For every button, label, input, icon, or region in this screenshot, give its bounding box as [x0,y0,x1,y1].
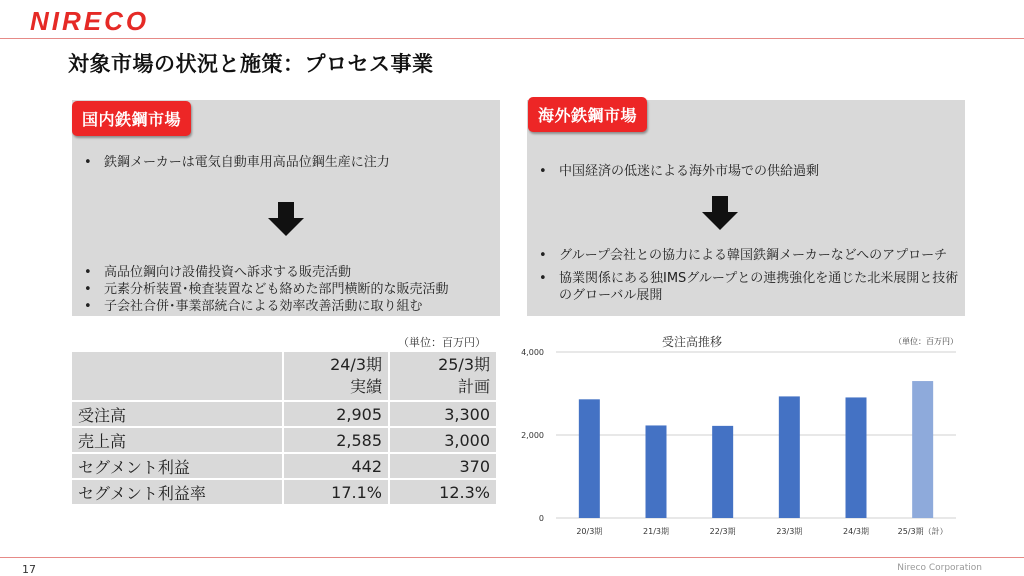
overseas-situation-list [533,163,961,180]
financial-table [72,350,496,506]
domestic-measure-item: • 元素分析装置･検査装置なども絡めた部門横断的な販売活動 [78,281,498,298]
corporation-name: Nireco Corporation [897,563,982,573]
column-header-fy25: 25/3期 計画 [390,352,496,400]
cell-value: 370 [390,454,496,478]
footer-divider [0,557,1024,558]
table-header-blank [72,352,284,400]
domestic-situation-list [78,154,494,171]
cell-value: 17.1% [284,480,390,504]
cell-value: 442 [284,454,390,478]
down-arrow-icon [702,196,738,232]
x-tick-label: 24/3期 [843,527,869,536]
y-tick-label: 2,000 [521,431,544,440]
column-header-fy24: 24/3期 実績 [284,352,390,400]
domestic-situation-item: • 鉄鋼メーカーは電気自動車用高品位鋼生産に注力 [78,154,494,171]
overseas-measure-item: • 協業関係にある独IMSグループとの連携強化を通じた北米展開と技術のグローバル展開 [533,270,959,304]
x-tick-label: 22/3期 [709,527,736,536]
overseas-measures-list [533,247,959,304]
page-title: 対象市場の状況と施策：プロセス事業 [68,52,434,76]
overseas-situation-item: • 中国経済の低迷による海外市場での供給過剰 [533,163,961,180]
chart-bar [579,399,600,518]
chart-bar [779,396,800,518]
chart-unit-note: （単位：百万円） [894,337,958,346]
x-tick-label: 20/3期 [576,527,603,536]
domestic-measure-item: • 子会社合併･事業部統合による効率改善活動に取り組む [78,298,498,315]
nireco-logo: NIRECO [30,6,150,36]
table-row [72,454,496,478]
x-tick-label: 25/3期（計） [897,527,948,536]
table-row [72,402,496,426]
x-tick-label: 21/3期 [643,527,669,536]
table-row [72,480,496,504]
table-row [72,428,496,452]
cell-value: 12.3% [390,480,496,504]
page-number: 17 [22,563,36,576]
y-tick-label: 4,000 [521,348,544,357]
chart-bar [912,381,933,518]
row-label: 売上高 [72,428,284,452]
chart-bar [846,397,867,518]
cell-value: 3,300 [390,402,496,426]
overseas-measure-item: • グループ会社との協力による韓国鉄鋼メーカーなどへのアプローチ [533,247,959,264]
down-arrow-icon [268,202,304,238]
domestic-market-tag: 国内鉄鋼市場 [72,101,191,136]
x-tick-label: 23/3期 [776,527,803,536]
chart-bar [712,426,733,518]
chart-title: 受注高推移 [662,335,723,349]
order-intake-chart [516,332,966,542]
overseas-market-tag: 海外鉄鋼市場 [528,97,647,132]
table-unit-note: （単位：百万円） [398,336,486,349]
cell-value: 3,000 [390,428,496,452]
header-divider [0,38,1024,39]
y-tick-label: 0 [538,514,544,523]
row-label: セグメント利益率 [72,480,284,504]
chart-bar [646,425,667,518]
table-header-row [72,352,496,400]
cell-value: 2,585 [284,428,390,452]
cell-value: 2,905 [284,402,390,426]
row-label: セグメント利益 [72,454,284,478]
row-label: 受注高 [72,402,284,426]
domestic-measure-item: • 高品位鋼向け設備投資へ訴求する販売活動 [78,264,498,281]
domestic-measures-list [78,264,498,315]
